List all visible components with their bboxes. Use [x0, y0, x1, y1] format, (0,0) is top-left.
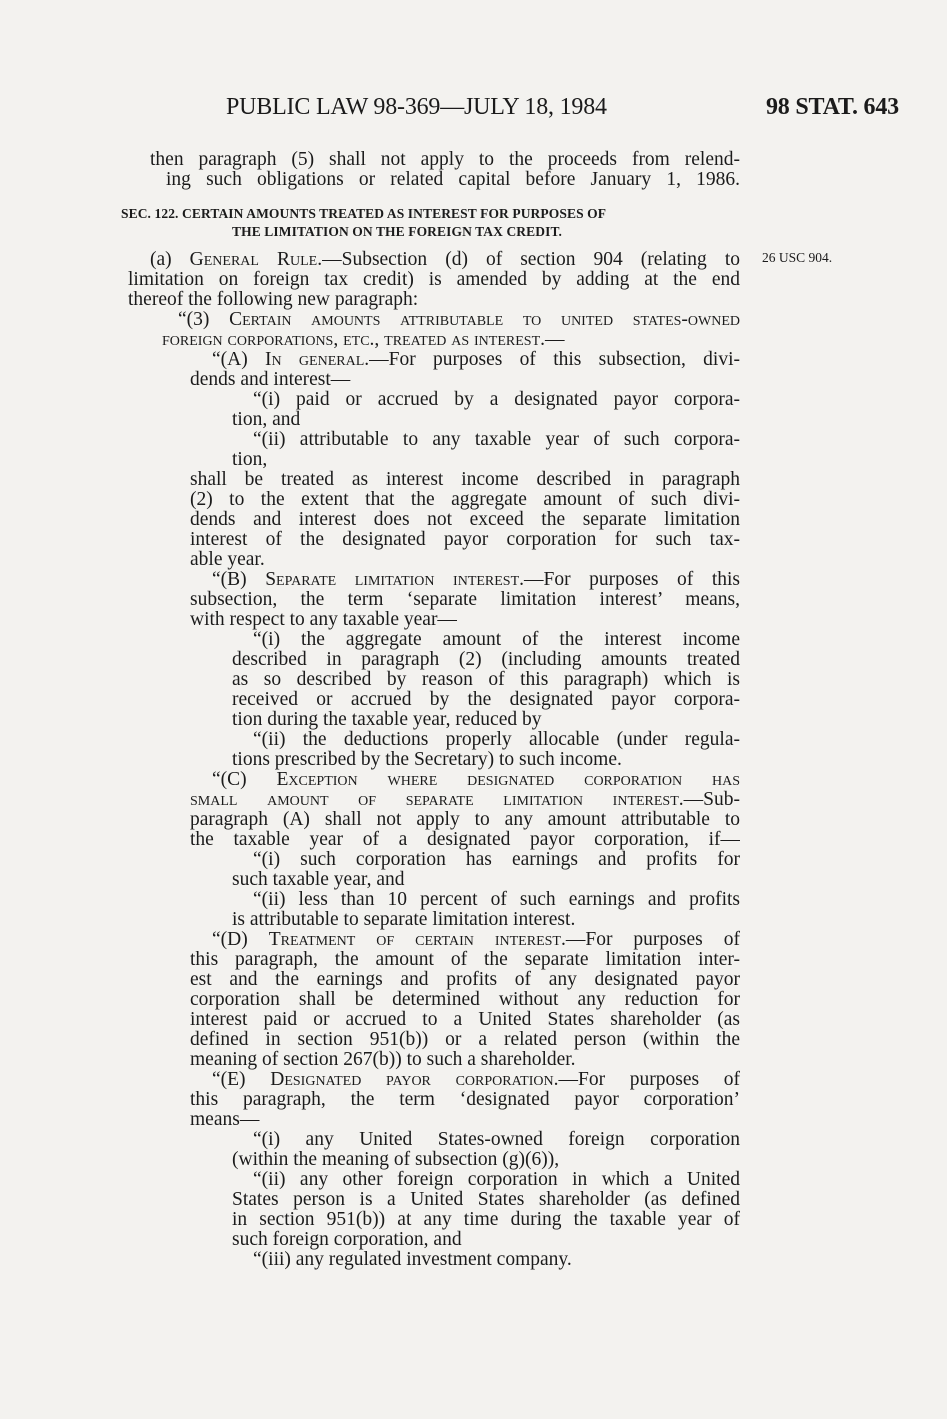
text-segment: —Subsection (d) of section 904 (relating to	[322, 250, 740, 270]
text-line: (within the meaning of subsection (g)(6)),	[232, 1149, 560, 1170]
text-line	[212, 930, 740, 950]
text-line: ing such obligations or related capital before January 1, 1986.	[166, 170, 740, 190]
page-number: 98 STAT. 643	[766, 94, 899, 120]
section-heading: General Rule.	[189, 250, 323, 270]
text-line: tion during the taxable year, reduced by	[232, 709, 542, 730]
text-line: is attributable to separate limitation interest.	[232, 909, 576, 930]
text-segment: —For purposes of this subsection, divi-	[369, 350, 740, 370]
text-line: “(ii) any other foreign corporation in which a United	[253, 1170, 740, 1190]
text-line: defined in section 951(b)) or a related person (within the	[190, 1030, 740, 1050]
text-line: as so described by reason of this paragraph) which is	[232, 670, 740, 690]
text-line: this paragraph, the amount of the separate limitation inter-	[190, 950, 740, 970]
text-line	[150, 250, 740, 270]
text-line: dends and interest—	[190, 369, 351, 390]
text-line: with respect to any taxable year—	[190, 609, 457, 630]
text-segment: “(A)	[212, 350, 266, 370]
text-segment: “(E)	[212, 1070, 271, 1090]
section-heading: In general.	[265, 350, 370, 370]
section-heading: Exception where designated corporation has	[276, 770, 740, 790]
text-line: “(ii) attributable to any taxable year of such corpora-	[253, 430, 740, 450]
text-line: limitation on foreign tax credit) is amended by adding at the end	[128, 270, 740, 290]
text-line	[212, 570, 740, 590]
text-line: meaning of section 267(b)) to such a shareholder.	[190, 1049, 576, 1070]
margin-note: 26 USC 904.	[762, 250, 833, 265]
text-line	[212, 770, 740, 790]
text-line	[212, 1070, 740, 1090]
text-line: (2) to the extent that the aggregate amount of such divi-	[190, 490, 740, 510]
text-line: the taxable year of a designated payor corporation, if—	[190, 830, 740, 850]
text-segment: —	[545, 329, 565, 350]
text-line	[212, 350, 740, 370]
text-line: described in paragraph (2) (including amounts treated	[232, 650, 740, 670]
text-line: this paragraph, the term ‘designated payor corporation’	[190, 1090, 740, 1110]
text-line: “(ii) the deductions properly allocable (under regula-	[253, 730, 740, 750]
text-line: “(iii) any regulated investment company.	[253, 1249, 572, 1270]
text-segment: —For purposes of	[558, 1070, 740, 1090]
section-heading: Certain amounts attributable to united states-owned	[229, 310, 740, 330]
text-line: States person is a United States shareholder (as defined	[232, 1190, 740, 1210]
text-segment: “(C)	[212, 770, 277, 790]
text-line: thereof the following new paragraph:	[128, 289, 419, 310]
text-segment: “(3)	[178, 310, 230, 330]
text-segment: “(D)	[212, 930, 269, 950]
text-line: est and the earnings and profits of any designated payor	[190, 970, 740, 990]
section-heading: foreign corporations, etc., treated as interest.	[162, 329, 545, 350]
text-line: “(ii) less than 10 percent of such earnings and profits	[253, 890, 740, 910]
text-line: interest of the designated payor corporation for such tax-	[190, 530, 740, 550]
text-line: “(i) such corporation has earnings and profits for	[253, 850, 740, 870]
text-line	[178, 310, 740, 330]
text-line: tion, and	[232, 409, 301, 430]
text-line: corporation shall be determined without any reduction for	[190, 990, 740, 1010]
text-line: means—	[190, 1109, 260, 1130]
text-segment: (a)	[150, 250, 190, 270]
text-line: tion,	[232, 449, 268, 470]
text-line: subsection, the term ‘separate limitation interest’ means,	[190, 590, 740, 610]
text-line: interest paid or accrued to a United States shareholder (as	[190, 1010, 740, 1030]
text-segment: —For purposes of	[565, 930, 740, 950]
text-line: able year.	[190, 549, 265, 570]
section-heading: Treatment of certain interest.	[268, 930, 566, 950]
text-segment: “(B)	[212, 570, 266, 590]
text-line	[190, 790, 740, 810]
running-header-title: PUBLIC LAW 98-369—JULY 18, 1984	[226, 94, 607, 120]
text-line: received or accrued by the designated payor corpora-	[232, 690, 740, 710]
text-line: paragraph (A) shall not apply to any amount attributable to	[190, 810, 740, 830]
section-heading: Separate limitation interest.	[265, 570, 525, 590]
text-line: “(i) the aggregate amount of the interest income	[253, 630, 740, 650]
text-line: such taxable year, and	[232, 869, 405, 890]
text-segment: —Sub-	[683, 790, 740, 810]
section-heading: small amount of separate limitation interest.	[190, 790, 684, 810]
text-line: such foreign corporation, and	[232, 1229, 462, 1250]
text-line	[162, 330, 740, 350]
text-line: dends and interest does not exceed the separate limitation	[190, 510, 740, 530]
text-line: in section 951(b)) at any time during the taxable year of	[232, 1210, 740, 1230]
text-line: tions prescribed by the Secretary) to such income.	[232, 749, 622, 770]
text-segment: —For purposes of this	[524, 570, 740, 590]
section-heading: Designated payor corporation.	[270, 1070, 559, 1090]
text-line: “(i) any United States-owned foreign corporation	[253, 1130, 740, 1150]
text-line: shall be treated as interest income described in paragraph	[190, 470, 740, 490]
text-line: “(i) paid or accrued by a designated payor corpora-	[253, 390, 740, 410]
text-line: THE LIMITATION ON THE FOREIGN TAX CREDIT.	[232, 224, 563, 239]
text-line: SEC. 122. CERTAIN AMOUNTS TREATED AS INTEREST FOR PURPOSES OF	[121, 206, 607, 221]
text-line: then paragraph (5) shall not apply to the proceeds from relend-	[150, 150, 740, 170]
